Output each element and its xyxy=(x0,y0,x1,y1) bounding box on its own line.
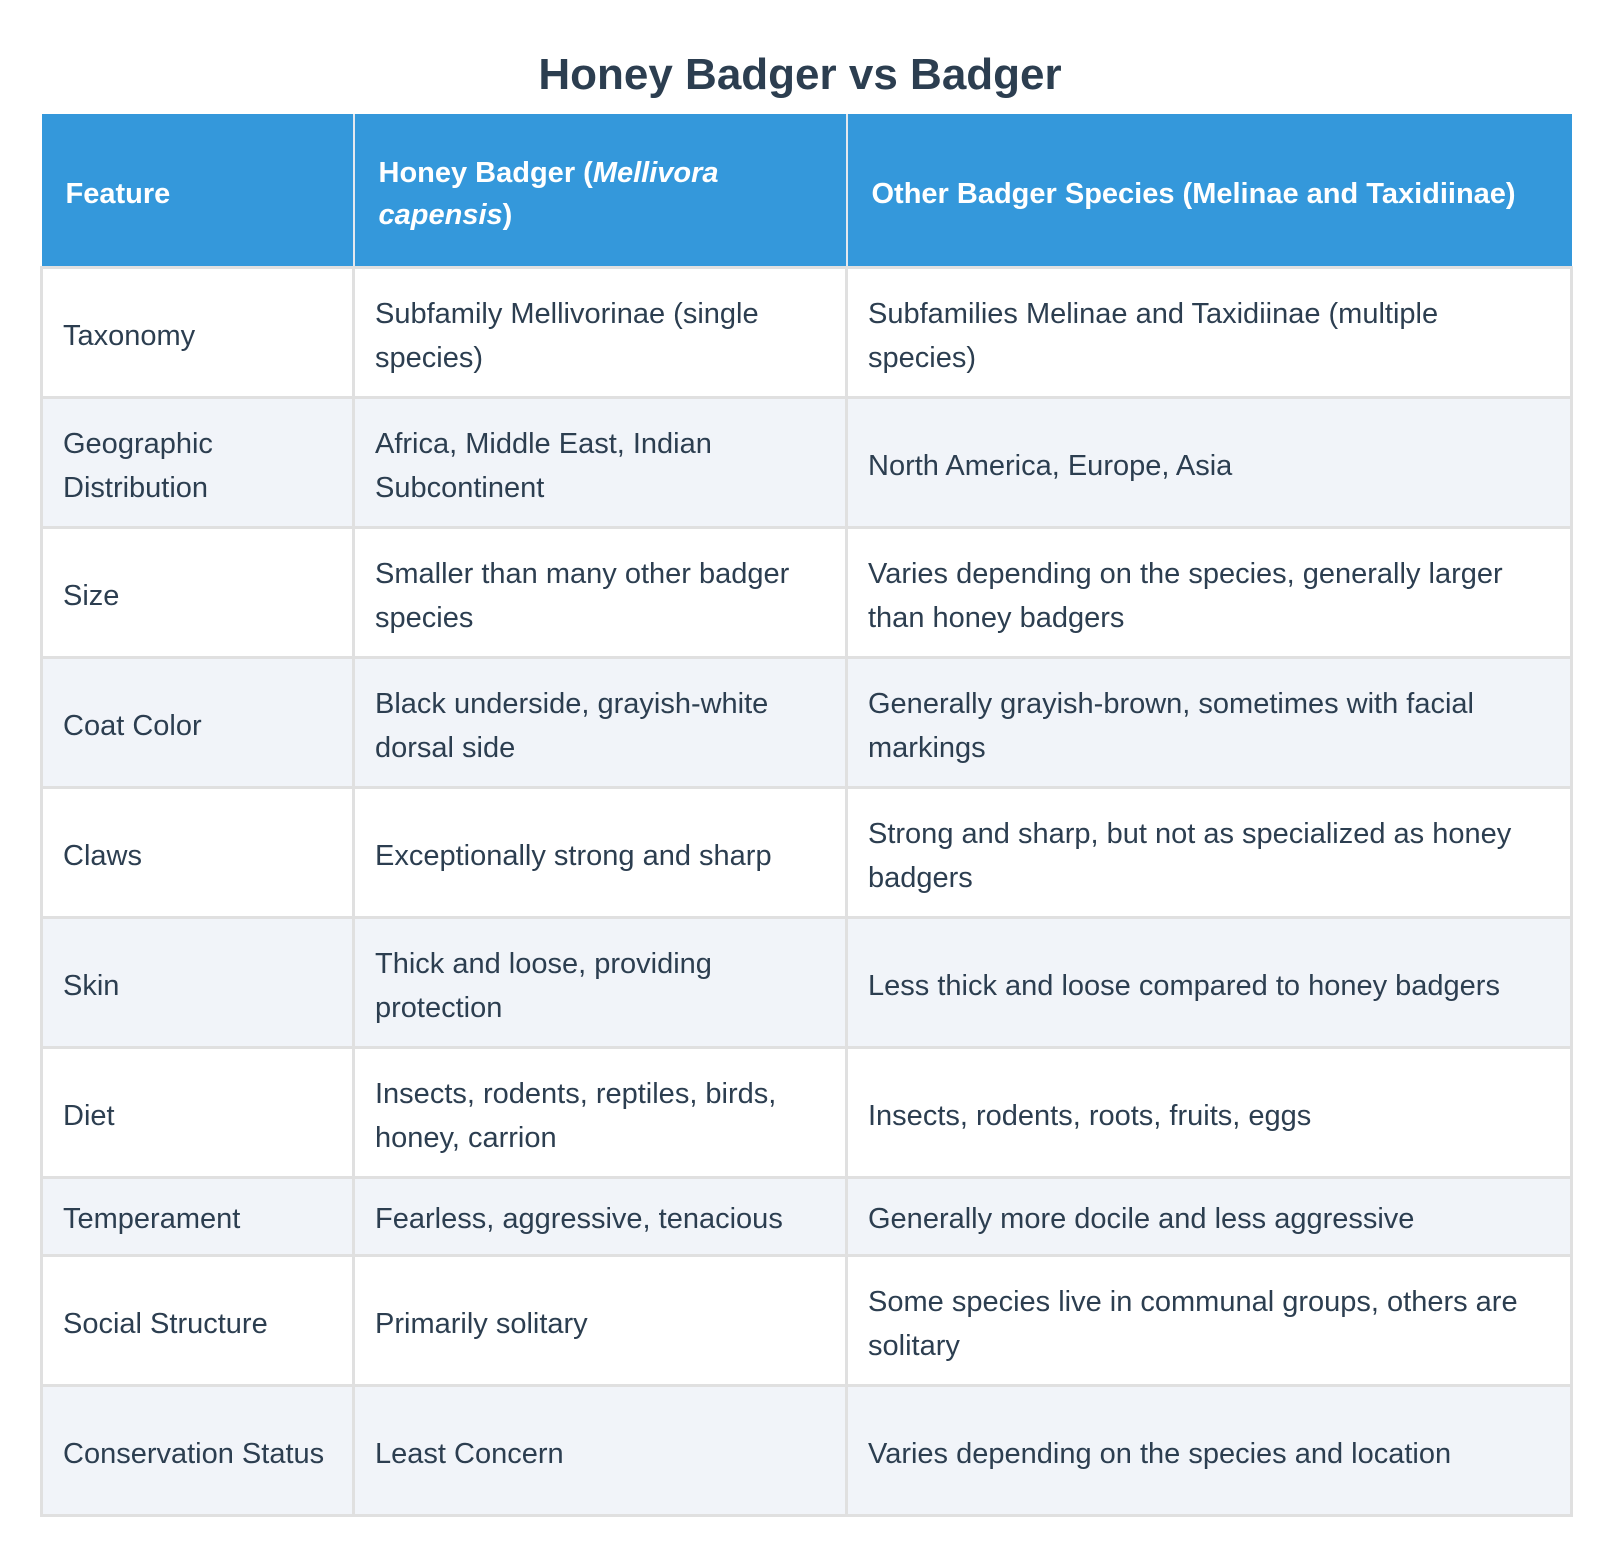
table-row xyxy=(42,528,1572,658)
cell-honey-badger: Smaller than many other badger species xyxy=(354,528,847,658)
cell-feature: Taxonomy xyxy=(42,268,354,398)
cell-honey-badger: Least Concern xyxy=(354,1386,847,1516)
table-row xyxy=(42,918,1572,1048)
cell-other-badgers: Some species live in communal groups, others are solitary xyxy=(847,1256,1572,1386)
page-title: Honey Badger vs Badger xyxy=(538,50,1062,99)
table-row xyxy=(42,1048,1572,1178)
header-honey-prefix: Honey Badger ( xyxy=(378,157,593,189)
cell-feature: Claws xyxy=(42,788,354,918)
header-row xyxy=(42,114,1572,268)
comparison-table xyxy=(40,114,1573,1517)
table-header xyxy=(42,114,1572,268)
cell-other-badgers: Subfamilies Melinae and Taxidiinae (multiple species) xyxy=(847,268,1572,398)
header-other-badgers: Other Badger Species (Melinae and Taxidiinae) xyxy=(847,114,1572,268)
cell-honey-badger: Black underside, grayish-white dorsal side xyxy=(354,658,847,788)
cell-honey-badger: Primarily solitary xyxy=(354,1256,847,1386)
header-honey-badger xyxy=(354,114,847,268)
table-row xyxy=(42,268,1572,398)
table-row xyxy=(42,658,1572,788)
cell-honey-badger: Insects, rodents, reptiles, birds, honey, carrion xyxy=(354,1048,847,1178)
cell-other-badgers: Strong and sharp, but not as specialized as honey badgers xyxy=(847,788,1572,918)
cell-feature: Skin xyxy=(42,918,354,1048)
cell-feature: Social Structure xyxy=(42,1256,354,1386)
cell-feature: Size xyxy=(42,528,354,658)
cell-honey-badger: Africa, Middle East, Indian Subcontinent xyxy=(354,398,847,528)
table-body xyxy=(42,268,1572,1516)
cell-other-badgers: Varies depending on the species and location xyxy=(847,1386,1572,1516)
cell-other-badgers: Less thick and loose compared to honey badgers xyxy=(847,918,1572,1048)
comparison-table-container xyxy=(40,114,1570,1517)
cell-feature: Conservation Status xyxy=(42,1386,354,1516)
cell-other-badgers: North America, Europe, Asia xyxy=(847,398,1572,528)
cell-honey-badger: Exceptionally strong and sharp xyxy=(354,788,847,918)
cell-other-badgers: Insects, rodents, roots, fruits, eggs xyxy=(847,1048,1572,1178)
cell-honey-badger: Thick and loose, providing protection xyxy=(354,918,847,1048)
cell-other-badgers: Generally grayish-brown, sometimes with facial markings xyxy=(847,658,1572,788)
cell-other-badgers: Generally more docile and less aggressive xyxy=(847,1178,1572,1256)
header-honey-latin-name: Mellivora capensis xyxy=(378,157,719,231)
table-row xyxy=(42,398,1572,528)
cell-honey-badger: Subfamily Mellivorinae (single species) xyxy=(354,268,847,398)
cell-other-badgers: Varies depending on the species, generally larger than honey badgers xyxy=(847,528,1572,658)
cell-feature: Coat Color xyxy=(42,658,354,788)
cell-feature: Geographic Distribution xyxy=(42,398,354,528)
table-row xyxy=(42,1386,1572,1516)
cell-honey-badger: Fearless, aggressive, tenacious xyxy=(354,1178,847,1256)
table-row xyxy=(42,788,1572,918)
cell-feature: Temperament xyxy=(42,1178,354,1256)
table-row xyxy=(42,1178,1572,1256)
table-row xyxy=(42,1256,1572,1386)
cell-feature: Diet xyxy=(42,1048,354,1178)
header-honey-suffix: ) xyxy=(502,199,513,231)
header-feature: Feature xyxy=(42,114,354,268)
